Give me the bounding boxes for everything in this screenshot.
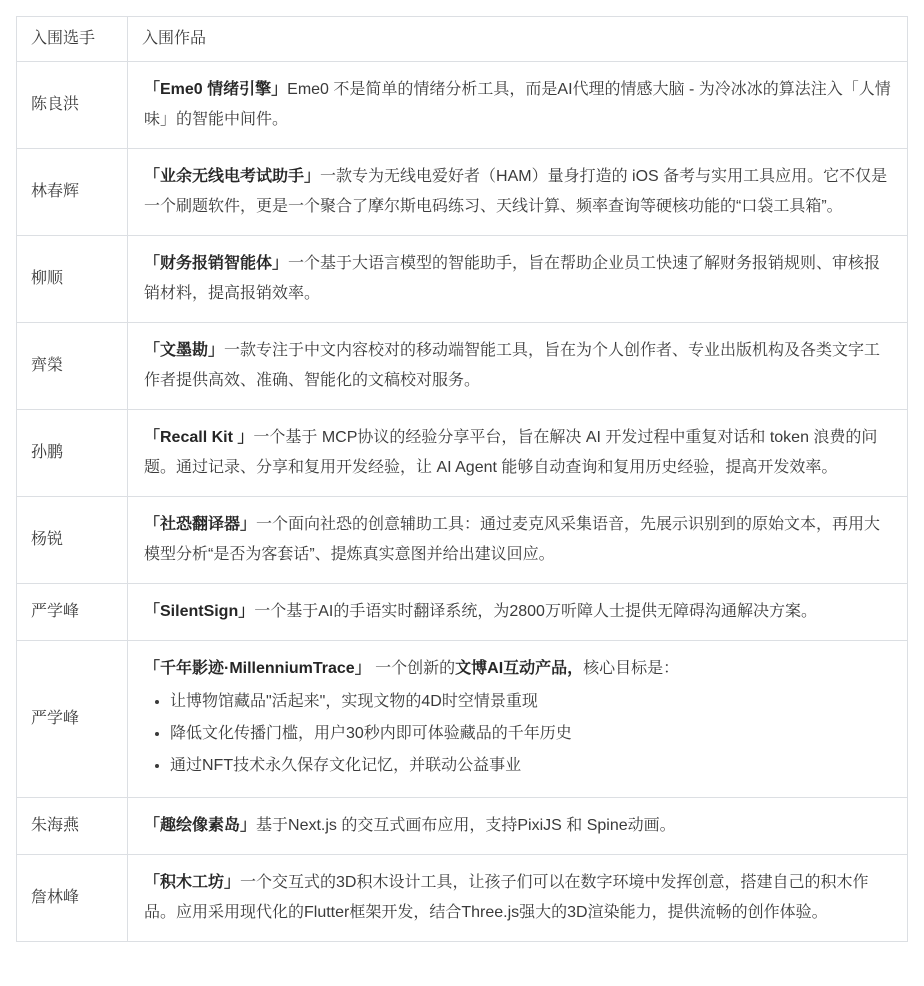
contestant-name: 齊榮 [17,323,128,410]
work-cell [128,497,908,584]
work-title: 「社恐翻译器」 [144,516,257,533]
table-row [17,855,908,942]
header-contestant: 入围选手 [17,17,128,62]
work-cell [128,236,908,323]
contestant-name: 孙鹏 [17,410,128,497]
work-text: 核心目标是： [583,660,680,677]
contestant-name: 陈良洪 [17,62,128,149]
work-cell [128,584,908,641]
work-description [144,342,880,389]
work-title: 「SilentSign」 [144,603,255,620]
work-text: 一个创新的 [370,660,456,677]
work-text: 一款专为无线电爱好者（HAM）量身打造的 iOS 备考与实用工具应用。它不仅是一个刷题软件，更是一个聚合了摩尔斯电码练习、天线计算、频率查询等硬核功能的“口袋工具箱”。 [144,168,888,215]
work-cell [128,798,908,855]
work-text: 一个面向社恐的创意辅助工具：通过麦克风采集语音，先展示识别到的原始文本，再用大模型分析“是否为客套话”、提炼真实意图并给出建议回应。 [144,516,881,563]
table-header [17,17,908,62]
work-title: 「千年影迹·MillenniumTrace」 [144,660,371,677]
contestant-name: 杨锐 [17,497,128,584]
table-row [17,584,908,641]
header-work: 入围作品 [128,17,908,62]
work-title: 「积木工坊」 [144,874,241,891]
work-description [144,603,817,620]
work-text: 一个基于大语言模型的智能助手，旨在帮助企业员工快速了解财务报销规则、审核报销材料，提高报销效率。 [144,255,881,302]
work-description [144,168,887,215]
work-text: 一个基于 MCP协议的经验分享平台，旨在解决 AI 开发过程中重复对话和 token 浪费的问题。通过记录、分享和复用开发经验，让 AI Agent 能够自动查询和复用历史经验，提高开发效率。 [144,429,878,476]
work-cell [128,323,908,410]
table-row [17,62,908,149]
work-description [144,429,877,476]
contestant-name: 柳顺 [17,236,128,323]
work-cell [128,149,908,236]
work-description [144,81,891,128]
table-row [17,410,908,497]
table-row [17,641,908,798]
contestant-name: 詹林峰 [17,855,128,942]
work-title: 「趣绘像素岛」 [144,817,257,834]
bullet-item: • 通过NFT技术永久保存文化记忆，并联动公益事业 [170,752,891,780]
bullet-item: • 降低文化传播门槛，用户30秒内即可体验藏品的千年历史 [170,720,891,748]
work-description [144,516,880,563]
work-description [144,660,679,677]
contestant-name: 严学峰 [17,641,128,798]
work-cell [128,855,908,942]
table-row [17,149,908,236]
bullet-item: • 让博物馆藏品"活起来"，实现文物的4D时空情景重现 [170,688,891,716]
work-title: 「财务报销智能体」 [144,255,289,272]
contestant-name: 严学峰 [17,584,128,641]
work-description [144,874,868,921]
work-cell [128,410,908,497]
table-row [17,798,908,855]
work-description [144,255,880,302]
work-title: 「Recall Kit 」 [144,429,254,446]
work-title: 文博AI互动产品， [455,660,584,677]
work-text: 一个交互式的3D积木设计工具，让孩子们可以在数字环境中发挥创意，搭建自己的积木作品。应用采用现代化的Flutter框架开发，结合Three.js强大的3D渲染能力，提供流畅的创作体验。 [144,874,869,921]
work-title: 「文墨勘」 [144,342,225,359]
work-text: 一款专注于中文内容校对的移动端智能工具，旨在为个人创作者、专业出版机构及各类文字工作者提供高效、准确、智能化的文稿校对服务。 [144,342,881,389]
work-text: 一个基于AI的手语实时翻译系统，为2800万听障人士提供无障碍沟通解决方案。 [254,603,817,620]
table-body [17,62,908,942]
work-description [144,817,676,834]
work-cell [128,641,908,798]
table-row [17,236,908,323]
work-bullets [144,688,891,780]
work-cell [128,62,908,149]
work-text: Eme0 不是简单的情绪分析工具，而是AI代理的情感大脑 - 为冷冰冰的算法注入「人情味」的智能中间件。 [144,81,891,128]
contestant-name: 朱海燕 [17,798,128,855]
work-title: 「Eme0 情绪引擎」 [144,81,288,98]
table-row [17,497,908,584]
table-row [17,323,908,410]
shortlist-table [16,16,908,942]
work-title: 「业余无线电考试助手」 [144,168,321,185]
header-row [17,17,908,62]
work-text: 基于Next.js 的交互式画布应用，支持PixiJS 和 Spine动画。 [256,817,676,834]
contestant-name: 林春辉 [17,149,128,236]
